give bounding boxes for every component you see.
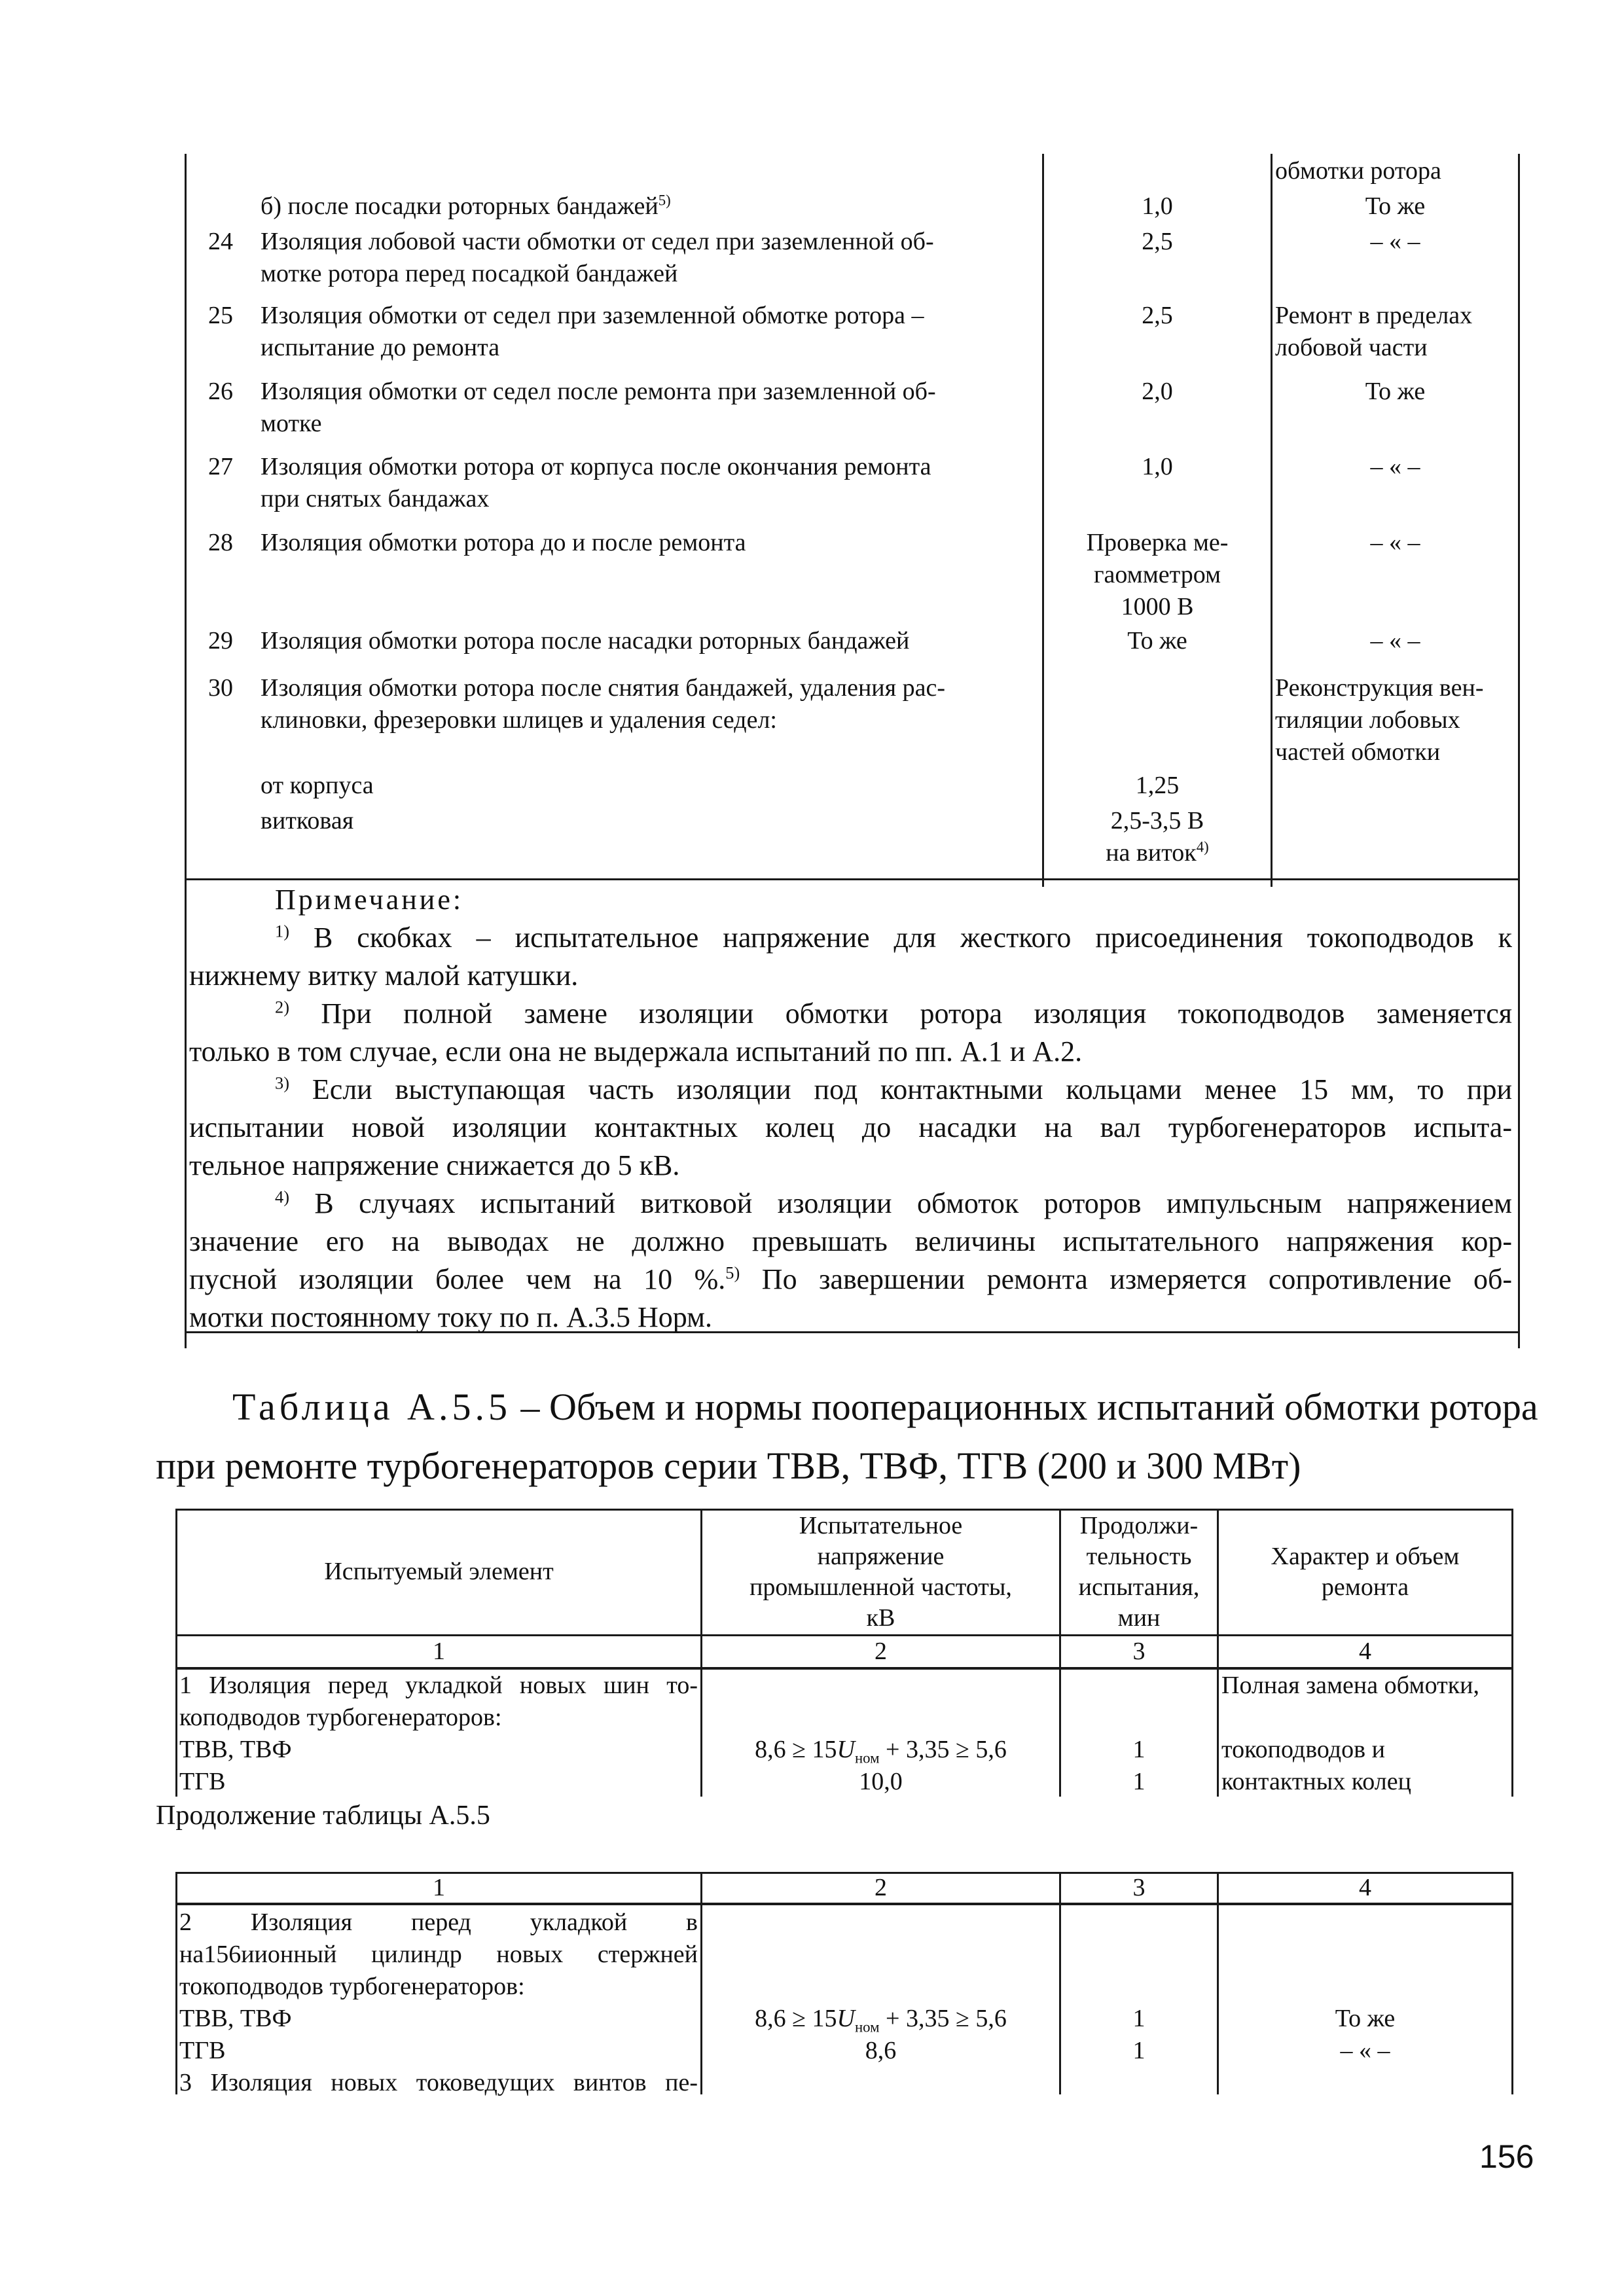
table-1-row-number: 28 <box>208 529 233 556</box>
table-1-action-cell: – « – <box>1370 529 1420 556</box>
table-1-value-cell: Проверка ме- <box>1086 529 1229 556</box>
note-line: испытании новой изоляции контактных колец до насадки на вал турбогенераторов испыта- <box>189 1111 1512 1143</box>
table-1-action-cell: обмотки ротора <box>1275 157 1441 185</box>
table-1-value-cell: 2,5-3,5 В <box>1110 807 1204 834</box>
table-1-element-text: мотке <box>261 410 322 437</box>
table-1-value-cell <box>1044 837 1271 869</box>
table-1-element-text: б) после посадки роторных бандажей <box>261 192 659 220</box>
table-2-element-text: коподводов турбогенераторов: <box>179 1704 502 1731</box>
formula-text: 8,6 ≥ 15U <box>755 2005 855 2032</box>
table-1-row-number: 30 <box>208 674 233 702</box>
table-2-element-text: ТГВ <box>179 1768 226 1795</box>
table-1-value-cell: 2,5 <box>1142 228 1173 255</box>
table-1-row-number: 25 <box>208 302 233 329</box>
table-1-note-separator <box>185 878 1520 880</box>
note-text: При полной замене изоляции обмотки ротора изоляция токоподводов заменяется <box>289 997 1512 1030</box>
table-3-duration: 1 <box>1132 2037 1146 2064</box>
header-repair-scope: ремонта <box>1321 1573 1409 1601</box>
note-text: В скобках – испытательное напряжение для жесткого присоединения токоподводов к <box>289 922 1512 954</box>
header-repair-scope: Характер и объем <box>1271 1543 1460 1570</box>
table-1-action-cell: Реконструкция вен- <box>1275 674 1484 702</box>
table-2-element-text: 1 Изоляция перед укладкой новых шин то- <box>179 1672 698 1699</box>
header-duration: Продолжи- <box>1079 1512 1199 1539</box>
table-3-action: То же <box>1335 2005 1396 2032</box>
table-1-value-cell: 2,0 <box>1142 378 1173 405</box>
table-2-action: Полная замена обмотки, <box>1221 1672 1479 1699</box>
note-line <box>275 995 1512 1033</box>
table-1-action-cell: То же <box>1365 192 1426 220</box>
table-1-element-text: от корпуса <box>261 772 374 799</box>
column-number: 3 <box>1132 1638 1146 1665</box>
table-1-row-number: 27 <box>208 453 233 480</box>
table-1-value-cell: 2,5 <box>1142 302 1173 329</box>
table-1-element-text: Изоляция лобовой части обмотки от седел при заземленной об- <box>261 228 934 255</box>
table-2-action: токоподводов и <box>1221 1736 1385 1763</box>
table-1-action-cell: – « – <box>1370 627 1420 655</box>
table-1-element-cell <box>261 190 671 223</box>
table-1-border-left <box>185 154 187 1348</box>
footnote-marker: 4) <box>275 1187 289 1207</box>
formula-subscript: ном <box>854 2018 880 2036</box>
table-1-action-cell: – « – <box>1370 228 1420 255</box>
table-3-right <box>1511 1872 1513 2094</box>
header-tested-element: Испытуемый элемент <box>324 1558 554 1585</box>
table-1-row-number: 24 <box>208 228 233 255</box>
header-test-voltage: кВ <box>866 1604 895 1632</box>
table-2-duration: 1 <box>1132 1736 1146 1763</box>
footnote-marker: 1) <box>275 921 289 941</box>
footnote-marker: 2) <box>275 997 289 1017</box>
note-text: По завершении ремонта измеряется сопротивление об- <box>740 1263 1512 1295</box>
table-3-voltage-formula <box>702 2003 1059 2035</box>
table-3-element-text: 2 Изоляция перед укладкой в <box>179 1909 698 1936</box>
table-1-value-cell: 1,0 <box>1142 192 1173 220</box>
column-number: 4 <box>1359 1638 1371 1665</box>
table-1-element-text: Изоляция обмотки ротора после насадки роторных бандажей <box>261 627 910 655</box>
table-1-row-number: 29 <box>208 627 233 655</box>
column-number: 2 <box>875 1638 887 1665</box>
column-number: 1 <box>433 1638 445 1665</box>
table-1-element-text: Изоляция обмотки ротора до и после ремонта <box>261 529 746 556</box>
table-caption-line-2: при ремонте турбогенераторов серии ТВВ, ТВФ, ТГВ (200 и 300 МВт) <box>156 1444 1301 1487</box>
table-1-action-cell: тиляции лобовых <box>1275 706 1460 734</box>
table-3-element-text: ТВВ, ТВФ <box>179 2005 292 2032</box>
table-2-right <box>1511 1509 1513 1797</box>
table-1-element-text: витковая <box>261 807 354 834</box>
formula-text: + 3,35 ≥ 5,6 <box>879 2005 1007 2032</box>
footnote-marker: 3) <box>275 1073 289 1093</box>
table-1-action-cell: Ремонт в пределах <box>1275 302 1473 329</box>
column-number: 2 <box>875 1874 887 1901</box>
note-line: нижнему витку малой катушки. <box>189 960 579 992</box>
table-2-duration: 1 <box>1132 1768 1146 1795</box>
note-line: значение его на выводах не должно превышать величины испытательного напряжения кор- <box>189 1225 1512 1257</box>
page-number: 156 <box>1479 2138 1534 2175</box>
table-1-border-right <box>1518 154 1520 1348</box>
continuation-label: Продолжение таблицы А.5.5 <box>156 1801 490 1831</box>
caption-text: – Объем и нормы пооперационных испытаний обмотки ротора <box>511 1386 1538 1428</box>
note-text: пусной изоляции более чем на 10 %. <box>189 1263 726 1295</box>
table-1-value-cell: 1000 В <box>1121 593 1194 620</box>
table-3-element-text: 3 Изоляция новых токоведущих винтов пе- <box>179 2069 698 2096</box>
table-1-action-cell: частей обмотки <box>1275 738 1441 766</box>
table-1-action-cell: лобовой части <box>1275 334 1428 361</box>
table-3-left <box>175 1872 177 2094</box>
note-line <box>189 1261 1512 1299</box>
footnote-marker: 5) <box>658 192 671 209</box>
header-duration: тельность <box>1086 1543 1192 1570</box>
note-text: В случаях испытаний витковой изоляции обмоток роторов импульсным напряжением <box>289 1187 1512 1219</box>
header-test-voltage: напряжение <box>817 1543 945 1570</box>
table-1-divider-b <box>1271 154 1272 887</box>
note-line: только в том случае, если она не выдержала испытаний по пп. А.1 и А.2. <box>189 1035 1083 1067</box>
header-test-voltage: Испытательное <box>799 1512 963 1539</box>
column-number: 3 <box>1132 1874 1146 1901</box>
footnote-marker: 5) <box>725 1263 740 1283</box>
table-2-voltage-formula <box>702 1734 1059 1766</box>
header-test-voltage: промышленной частоты, <box>749 1573 1012 1601</box>
table-2-action: контактных колец <box>1221 1768 1411 1795</box>
table-1-element-text: Изоляция обмотки от седел при заземленной обмотке ротора – <box>261 302 924 329</box>
caption-prefix: Таблица А.5.5 <box>232 1386 511 1428</box>
header-duration: мин <box>1117 1604 1161 1632</box>
table-1-action-cell: То же <box>1365 378 1426 405</box>
note-line <box>275 1185 1512 1223</box>
note-title: Примечание: <box>275 884 464 916</box>
table-3-action: – « – <box>1340 2037 1390 2064</box>
table-1-element-text: Изоляция обмотки ротора после снятия бандажей, удаления рас- <box>261 674 945 702</box>
table-2-element-text: ТВВ, ТВФ <box>179 1736 292 1763</box>
formula-text: 8,6 ≥ 15U <box>755 1736 855 1763</box>
column-number: 1 <box>433 1874 445 1901</box>
table-1-element-text: Изоляция обмотки ротора от корпуса после окончания ремонта <box>261 453 931 480</box>
table-1-element-text: испытание до ремонта <box>261 334 500 361</box>
table-3-voltage-value: 8,6 <box>865 2037 897 2064</box>
table-1-element-text: клиновки, фрезеровки шлицев и удаления седел: <box>261 706 777 734</box>
table-1-value-cell: 1,25 <box>1135 772 1180 799</box>
table-1-value-cell: 1,0 <box>1142 453 1173 480</box>
table-3-duration: 1 <box>1132 2005 1146 2032</box>
column-number: 4 <box>1359 1874 1371 1901</box>
note-line: мотки постоянному току по п. А.3.5 Норм. <box>189 1301 712 1333</box>
table-3-element-text: на156иионный цилиндр новых стержней <box>179 1941 698 1968</box>
table-1-element-text: Изоляция обмотки от седел после ремонта при заземленной об- <box>261 378 936 405</box>
header-duration: испытания, <box>1078 1573 1200 1601</box>
table-1-element-text: при снятых бандажах <box>261 485 490 512</box>
table-1-action-cell: – « – <box>1370 453 1420 480</box>
note-line: тельное напряжение снижается до 5 кВ. <box>189 1149 680 1181</box>
table-1-row-number: 26 <box>208 378 233 405</box>
footnote-marker: 4) <box>1196 838 1209 855</box>
formula-subscript: ном <box>854 1749 880 1767</box>
table-3-element-text: токоподводов турбогенераторов: <box>179 1973 525 2000</box>
note-line <box>275 919 1512 957</box>
table-3-element-text: ТГВ <box>179 2037 226 2064</box>
note-text: Если выступающая часть изоляции под контактными кольцами менее 15 мм, то при <box>289 1073 1512 1105</box>
table-1-value-cell: гаомметром <box>1093 561 1221 588</box>
table-2-voltage-value: 10,0 <box>859 1768 903 1795</box>
note-line <box>275 1071 1512 1109</box>
table-1-value-cell: То же <box>1127 627 1187 655</box>
formula-text: + 3,35 ≥ 5,6 <box>879 1736 1007 1763</box>
table-1-value-text: на виток <box>1106 839 1197 867</box>
table-caption <box>232 1384 1538 1430</box>
table-1-element-text: мотке ротора перед посадкой бандажей <box>261 260 678 287</box>
